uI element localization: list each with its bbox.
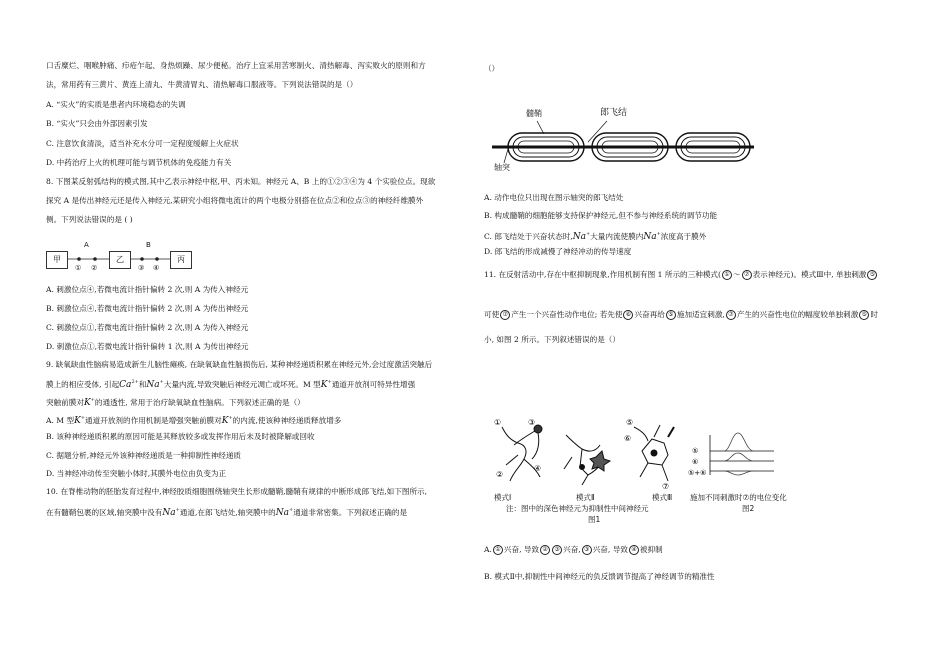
- fig1-note: 注：图中的深色神经元为抑制性中间神经元: [506, 504, 649, 513]
- k-symbol: K: [221, 416, 229, 426]
- site-4: ④: [153, 264, 160, 272]
- svg-text:⑦: ⑦: [662, 482, 670, 491]
- neuron-7-mark: ⑦: [500, 310, 510, 320]
- q11-text: 时: [870, 310, 878, 319]
- q10-text: 通道非常密集。下列叙述正确的是: [293, 508, 408, 517]
- q10-stem-line1: 10. 在脊椎动物的胚胎发育过程中,神经胶质细胞围绕轴突生长形成髓鞘,髓鞘有规律的中断形成郎飞结,如下图所示,: [46, 487, 428, 496]
- na-charge: +: [175, 507, 180, 513]
- q11-text: ～: [732, 270, 741, 279]
- q8-option-a: A. 刺激位点④,若微电流计指针偏转 2 次,则 A 为传入神经元: [46, 285, 249, 294]
- neuron-3-mark: ③: [582, 545, 592, 555]
- myelin-figure: [492, 103, 762, 175]
- mode-3-neurons: [634, 425, 674, 481]
- label-neuron-b: B: [146, 241, 151, 249]
- ca-charge: 2+: [131, 379, 139, 385]
- q11-figures: [484, 415, 787, 530]
- mode-3-label: 模式Ⅲ: [652, 493, 673, 502]
- q10-text: 通道,在郎飞结处,轴突膜中的: [179, 508, 276, 517]
- q8-option-c: C. 刺激位点①,若微电流计指针偏转 2 次,则 A 为传入神经元: [46, 323, 249, 332]
- reflex-arc-diagram: [46, 238, 206, 274]
- svg-text:⑤: ⑤: [626, 418, 634, 427]
- q11-text: 兴奋再给: [634, 310, 665, 319]
- na-symbol: Na: [146, 380, 160, 390]
- q7-option-a: A. “实火”的实质是患者内环境稳态的失调: [46, 100, 186, 109]
- site-1: ①: [75, 264, 82, 272]
- fig1-label: 图1: [588, 515, 601, 524]
- fig2-caption: 施加不同刺激时⑦的电位变化: [690, 493, 787, 502]
- q9-text: 大量内流,导致突触后神经元凋亡或坏死。M 型: [163, 380, 321, 389]
- q7-option-b: B. “实火”只会由外部因素引发: [46, 119, 148, 128]
- q10-stem-line2: [46, 505, 407, 518]
- neuron-7-mark: ⑦: [742, 270, 752, 280]
- q11-text: 表示神经元)。模式Ⅲ中, 单独刺激: [752, 270, 867, 279]
- q11a-text: 被抑制: [639, 545, 663, 554]
- neuron-4-mark: ④: [629, 545, 639, 555]
- q11a-text: A.: [484, 545, 492, 554]
- svg-text:⑥: ⑥: [692, 458, 699, 466]
- svg-text:④: ④: [534, 464, 542, 473]
- neuron-5-mark: ⑤: [867, 270, 877, 280]
- na-charge: +: [159, 379, 164, 385]
- k-symbol: K: [320, 380, 328, 390]
- q9-text: 和: [138, 380, 147, 389]
- q9-text: 膜上的相应受体, 引起: [46, 380, 120, 389]
- site-2: ②: [91, 264, 98, 272]
- q9a-text: A. M 型: [46, 416, 75, 425]
- na-symbol: Na: [275, 508, 289, 518]
- na-symbol: Na: [572, 232, 586, 242]
- mode-1-label: 模式Ⅰ: [494, 493, 512, 502]
- ca-symbol: Ca: [119, 380, 132, 390]
- na-symbol: Na: [643, 232, 657, 242]
- box-yi: 乙: [109, 251, 131, 269]
- neuron-2-mark: ②: [540, 545, 550, 555]
- neuron-7-mark: ⑦: [726, 310, 736, 320]
- q9-text: 突触前膜对: [46, 398, 84, 407]
- q8-option-d: D. 刺激位点①,若微电流计指针偏转 1 次,则 A 为传出神经元: [46, 342, 249, 351]
- neuron-3-mark: ③: [552, 545, 562, 555]
- k-symbol: K: [83, 398, 91, 408]
- q9a-text: 的内流,使该种神经递质释放增多: [232, 416, 342, 425]
- neuron-6-mark: ⑥: [623, 310, 633, 320]
- q7-option-d: D. 中药治疗上火的机理可能与调节机体的免疫能力有关: [46, 158, 232, 167]
- q11-stem-line1: [484, 270, 878, 280]
- neuron-5-mark: ⑤: [859, 310, 869, 320]
- neuron-1-mark: ①: [722, 270, 732, 280]
- label-neuron-a: A: [84, 241, 89, 249]
- q10c-text: 浓度高于膜外: [660, 232, 707, 241]
- svg-text:②: ②: [496, 470, 504, 479]
- q8-stem-line2: 探究 A 是传出神经元还是传入神经元,某研究小组将微电流计的两个电极分别搭在位点②和位点③的神经纤维膜外: [46, 196, 424, 205]
- na-charge: +: [656, 231, 661, 237]
- q9-stem-line2: [46, 377, 415, 390]
- box-jia: 甲: [46, 251, 68, 269]
- q8-option-b: B. 刺激位点④,若微电流计指针偏转 2 次,则 A 为传出神经元: [46, 304, 249, 313]
- q11-text: 产生的兴奋性电位的幅度较单独刺激: [736, 310, 859, 319]
- label-node-of-ranvier: 郎飞结: [600, 108, 628, 118]
- neuron-1-mark: ①: [493, 545, 503, 555]
- k-charge: +: [90, 397, 95, 403]
- q11-text: 施加适宜刺激,: [676, 310, 725, 319]
- q10-option-b: B. 构成髓鞘的细胞能够支持保护神经元,但不参与神经系统的调节功能: [484, 211, 718, 220]
- k-charge: +: [327, 379, 332, 385]
- q9-stem-line1: 9. 缺氧缺血性脑病易造成新生儿脑性瘫痪, 在缺氧缺血性脑损伤后, 某种神经递质积累在神经元外,会过度激活突触后: [46, 360, 433, 369]
- q9-text: 的通透性, 常用于治疗缺氧缺血性脑病。下列叙述正确的是（）: [94, 398, 305, 407]
- na-charge: +: [288, 507, 294, 513]
- label-axon: 轴突: [494, 163, 510, 172]
- q10-option-c: [484, 229, 706, 242]
- q9-stem-line3: [46, 395, 305, 408]
- mode-2-label: 模式Ⅱ: [576, 493, 595, 502]
- q7-option-c: C. 注意饮食清淡，适当补充水分可一定程度缓解上火症状: [46, 139, 239, 148]
- svg-text:⑤: ⑤: [692, 447, 699, 455]
- q10c-text: 大量内流使膜内: [590, 232, 644, 241]
- k-symbol: K: [74, 416, 81, 426]
- q9-option-b: B. 该种神经递质积累的原因可能是其释放较多或发挥作用后未及时被降解或回收: [46, 432, 315, 441]
- potential-graph: [710, 433, 774, 475]
- svg-text:⑥: ⑥: [624, 434, 632, 443]
- svg-text:⑤+⑥: ⑤+⑥: [688, 469, 707, 477]
- na-charge: +: [585, 231, 591, 237]
- q11a-text: 兴奋, 导致: [503, 545, 540, 554]
- q11-text: 可使: [484, 310, 500, 319]
- site-3: ③: [138, 264, 145, 272]
- q9-option-d: D. 当神经冲动传至突触小体时,其膜外电位由负变为正: [46, 469, 227, 478]
- q11-text: 产生一个兴奋性动作电位; 若先使: [511, 310, 623, 319]
- q11-text: 11. 在反射活动中,存在中枢抑制现象,作用机制有图 1 所示的三种模式(: [484, 270, 721, 279]
- q7-stem-line2: 法，常用药有三黄片、黄连上清丸、牛黄清胃丸、清热解毒口服液等。下列说法错误的是（）: [46, 80, 358, 89]
- box-bing: 丙: [170, 251, 192, 269]
- q10-answer-paren: （）: [484, 64, 500, 73]
- q9-text: 通道开放剂可特异性增强: [331, 380, 416, 389]
- q9-option-a: [46, 413, 341, 426]
- q11-option-b: B. 模式Ⅱ中,抑制性中间神经元的负反馈调节提高了神经调节的精准性: [484, 572, 715, 581]
- q7-stem-line1: 口舌糜烂、咽喉肿痛、疖疮乍起、身热烦躁、尿少便秘。治疗上宜采用苦寒制火、清热解毒、泻实败火的原则和方: [46, 61, 426, 70]
- fig2-label: 图2: [742, 504, 755, 513]
- label-myelin: 髓鞘: [526, 109, 542, 118]
- q10-option-d: D. 郎飞结的形成减慢了神经冲动的传导速度: [484, 247, 632, 256]
- mode-2-neurons: [564, 435, 610, 485]
- q10-text: 在有髓鞘包裹的区域,轴突膜中没有: [46, 508, 163, 517]
- q8-stem-line3: 侧。下列说法错误的是 ( ): [46, 215, 133, 224]
- q10c-text: C. 郎飞结处于兴奋状态时,: [484, 232, 573, 241]
- q9a-text: 通道开放剂的作用机制是增强突触前膜对: [85, 416, 222, 425]
- q10-option-a: A. 动作电位只出现在图示轴突的郎飞结处: [484, 193, 624, 202]
- q11a-text: 兴奋,: [563, 545, 581, 554]
- k-charge: +: [228, 415, 233, 421]
- q11-stem-line2: [484, 310, 878, 320]
- q11-option-a: [484, 545, 663, 555]
- svg-text:①: ①: [494, 418, 502, 427]
- na-symbol: Na: [162, 508, 176, 518]
- q8-stem-line1: 8. 下图某反射弧结构的模式图,其中乙表示神经中枢,甲、丙未知。神经元 A、B 上的①②③④为 4 个实验位点。现欲: [46, 177, 436, 186]
- q11-stem-line3: 小, 如图 2 所示。下列叙述错误的是（）: [484, 335, 620, 344]
- k-charge: +: [80, 415, 86, 421]
- q11a-text: 兴奋, 导致: [592, 545, 628, 554]
- svg-text:③: ③: [528, 418, 536, 427]
- q9-option-c: C. 据题分析,神经元外该种神经递质是一种抑制性神经递质: [46, 451, 242, 460]
- neuron-5-mark: ⑤: [666, 310, 676, 320]
